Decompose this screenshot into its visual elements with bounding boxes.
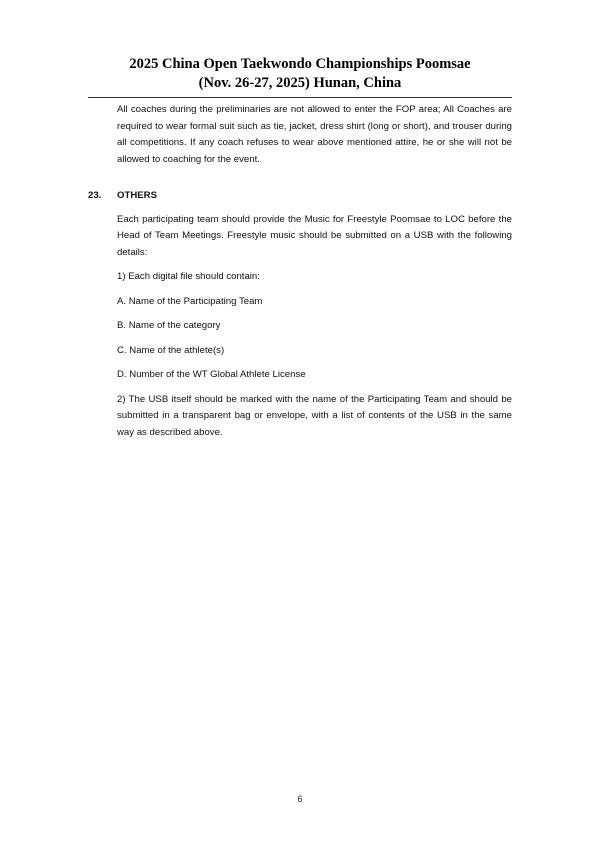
document-header [0,55,600,93]
page-number: 6 [297,794,303,804]
header-title-line-2: (Nov. 26-27, 2025) Hunan, China [198,75,402,91]
list-item: C. Name of the athlete(s) [117,344,225,356]
section-title: OTHERS [117,190,157,201]
music-submission-paragraph: Each participating team should provide the Music for Freestyle Poomsae to LOC before the Head of Team Meetings. Freestyle music should be submitted on a USB with the following details: [117,213,512,258]
coach-attire-paragraph: All coaches during the preliminaries are not allowed to enter the FOP area; All Coaches are required to wear formal suit such as tie, jacket, dress shirt (long or short), and trouser during all competitions. If any coach refuses to wear above mentioned attire, he or she will not be allowed to coaching for the event. [117,104,512,165]
document-body [88,102,512,441]
usb-marking-paragraph: 2) The USB itself should be marked with the name of the Participating Team and should be submitted in a transparent bag or envelope, with a list of contents of the USB in the same way as described above. [117,393,512,438]
list-item: A. Name of the Participating Team [117,295,263,307]
list-item: D. Number of the WT Global Athlete License [117,369,306,380]
header-title-line-1: 2025 China Open Taekwondo Championships Poomsae [129,56,471,72]
list-intro: 1) Each digital file should contain: [117,271,260,282]
header-divider [88,97,512,98]
section-number: 23. [88,190,102,201]
list-item: B. Name of the category [117,320,221,331]
section-heading-others [88,188,512,205]
